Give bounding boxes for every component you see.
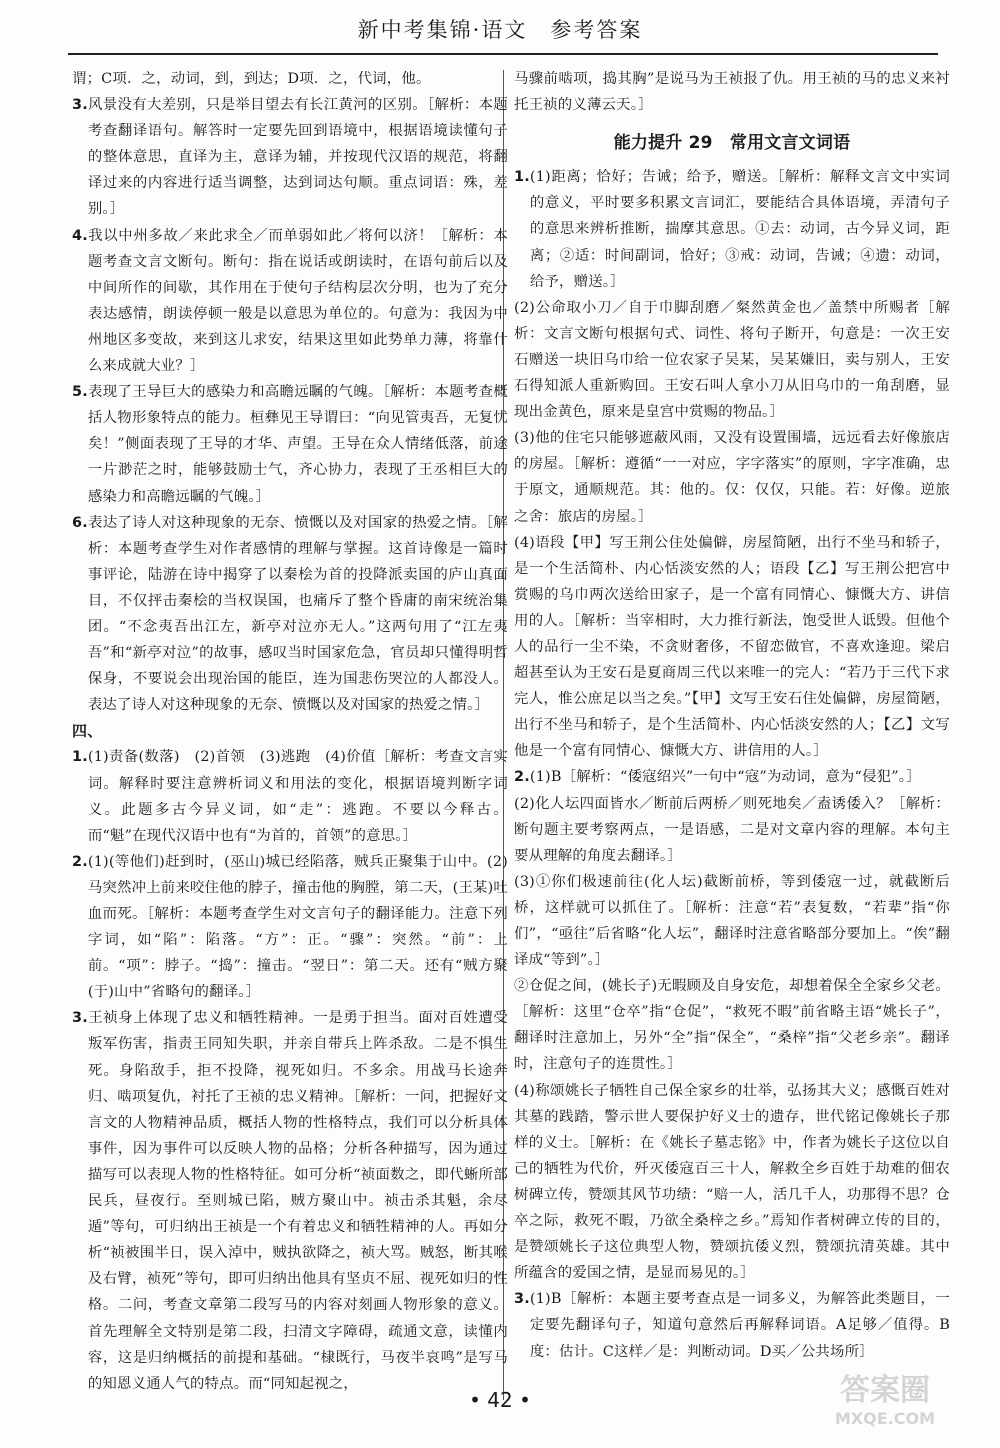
right-column [514,66,950,1365]
answer-item-s2 [72,849,508,1006]
left-column [72,66,508,1397]
answer-item-a2 [514,764,950,790]
item-number: 1. [514,169,530,186]
answer-text: 我以中州多故／来此求全／而单弱如此／将何以济！［解析：本题考查文言文断句。断句：指在说话或朗读时，在语句前后以及中间所作的间歇，其作用在于使句子结构层次分明，也为了充分表达感情，朗读停顿一般是以意思为单位的。句意为：我因为中州地区多变故，来到这儿求安，结果这里如此势单力薄，将靠什么来成就大业？］ [87,227,508,375]
item-number: 3. [514,1291,530,1308]
answer-text: 王祯身上体现了忠义和牺牲精神。一是勇于担当。面对百姓遭受叛军伤害，指责王同知失职，并亲自带兵上阵杀敌。二是不惧生死。身陷敌手，拒不投降，视死如归。不多余。用战马长途奔归、啮项复仇，衬托了王祯的忠义精神。［解析：一问，把握好文言文的人物精神品质，概括人物的性格特点，我们可以分析具体事件，因为事件可以反映人物的品格；分析各种描写，因为通过描写可以表现人物的性格特征。如可分析“祯面数之，即代蜥所部民兵，昼夜行。至则城已陷，贼方聚山中。祯击杀其魁，余尽遁”等句，可归纳出王祯是一个有着忠义和牺牲精神的人。再如分析“祯被围半日，误入淖中，贼执欲降之，祯大骂。贼怒，断其喉及右臂，祯死”等句，即可归纳出他具有坚贞不屈、视死如归的性格。二问，考查文章第二段写马的内容对刻画人物形象的意义。首先理解全文特别是第二段，扫清文字障碍，疏通文意，读懂内容，这是归纳概括的前提和基础。“棣既行，马夜半哀鸣”是写马的知恩义通人气的特点。而“同知起视之， [87,1010,508,1392]
watermark-text: 答案圈 [840,1373,930,1408]
answer-text: ②仓促之间，(姚长子)无暇顾及自身安危，却想着保全全家乡父老。［解析：这里“仓卒”指“仓促”，“救死不暇”前省略主语“姚长子”，翻译时注意加上，另外“全”指“保全”，“桑梓”指“父老乡亲”。翻译时，注意句子的连贯性。］ [514,978,950,1073]
item-number: 3. [72,1010,88,1027]
answer-text: 马骤前啮项，捣其胸”是说马为王祯报了仇。用王祯的马的忠义来衬托王祯的义薄云天。］ [514,71,950,114]
answer-item-4 [72,223,508,380]
answer-text: (1)B［解析：本题主要考查点是一词多义，为解答此类题目，一定要先翻译句子，知道句意然后再解释词语。A足够／值得。B度：估计。C这样／是：判断动词。D买／公共场所］ [529,1291,950,1360]
answer-item-5 [72,379,508,509]
page-number: • 42 • [469,1388,531,1412]
running-header: 新中考集锦·语文 参考答案 [357,18,643,42]
answer-text: (1)距离；恰好；告诫；给予，赠送。［解析：解释文言文中实词的意义，平时要多积累文言词汇，要能结合具体语境，弄清句子的意思来辨析推断，揣摩其意思。①去：动词，古今异义词，距离；②适：时间副词，恰好；③戒：动词，告诫；④遗：动词，给予，赠送。］ [529,169,950,290]
answer-text: 表达了诗人对这种现象的无奈、愤慨以及对国家的热爱之情。［解析：本题考查学生对作者感情的理解与掌握。这首诗像是一篇时事评论，陆游在诗中揭穿了以秦桧为首的投降派卖国的庐山真面目，不仅抨击秦桧的当权误国，也痛斥了整个昏庸的南宋统治集团。“不念夷吾出江左，新亭对泣亦无人。”这两句用了“江左夷吾”和“新亭对泣”的故事，感叹当时国家危急，官员却只懂得明哲保身，不要说会出现治国的能臣，连为国悲伤哭泣的人都没人。表达了诗人对这种现象的无奈、愤慨以及对国家的热爱之情。］ [87,514,508,714]
answer-item-a3 [514,1286,950,1364]
answer-item-6 [72,510,508,719]
answer-text: (1)B［解析：“倭寇绍兴”一句中“寇”为动词，意为“侵犯”。］ [529,769,921,786]
watermark-subtext: MXQE.COM [834,1409,936,1428]
item-number: 3. [72,97,88,114]
answer-text: (4)语段【甲】写王荆公住处偏僻，房屋简陋，出行不坐马和轿子，是一个生活简朴、内心恬淡安然的人；语段【乙】写王荆公把宫中赏赐的乌巾两次送给田家子，是一个富有同情心、慷慨大方、讲信用的人。［解析：当宰相时，大力推行新法，饱受世人诋毁。但他个人的品行一尘不染，不贪财奢侈，不留恋做官，不喜欢逢迎。梁启超甚至认为王安石是夏商周三代以来唯一的完人：“若乃于三代下求完人，惟公庶足以当之矣。”【甲】文写王安石住处偏僻，房屋简陋，出行不坐马和轿子，是个生活简朴、内心恬淡安然的人；【乙】文写他是一个富有同情心、慷慨大方、讲信用的人。］ [514,534,950,760]
answer-text: (3)①你们极速前往(化人坛)截断前桥，等到倭寇一过，就截断后桥，这样就可以抓住了。［解析：注意“若”表复数，“若辈”指“你们”，“亟往”后省略“化人坛”，翻译时注意省略部分要加上。“俟”翻译成“等到”。］ [514,873,950,969]
answer-text: (1)责备(数落) (2)首领 (3)逃跑 (4)价值［解析：考查文言实词。解释时要注意辨析词义和用法的变化，根据语境判断字词义。此题多古今异义词，如“走”：逃跑。不要以今释古。而“魁”在现代汉语中也有“为首的，首领”的意思。］ [87,749,508,844]
answer-text: 风景没有大差别，只是举目望去有长江黄河的区别。［解析：本题考查翻译语句。解答时一定要先回到语境中，根据语境读懂句子的整体意思，直译为主，意译为辅，并按现代汉语的规范，将翻译过来的内容进行适当调整，达到词达句顺。重点词语：殊，差别。］ [87,97,508,218]
item-number: 6. [72,514,88,531]
item-number: 1. [72,749,88,766]
section-title: 能力提升 29 常用文言文词语 [613,133,851,154]
answer-text: (4)称颂姚长子牺牲自己保全家乡的壮举，弘扬其大义；感慨百姓对其墓的践踏，警示世人要保护好义士的遗存，世代铭记像姚长子那样的义士。［解析：在《姚长子墓志铭》中，作者为姚长子这位以自己的牺牲为代价，歼灭倭寇百三十人，解救全乡百姓于劫难的佃农树碑立传，赞颂其风节功绩：“赔一人，活几千人，功那得不思？仓卒之际，救死不暇，乃欲全桑梓之乡。”焉知作者树碑立传的目的，是赞颂姚长子这位典型人物，赞颂抗倭义烈，赞颂抗清英雄。其中所蕴含的爱国之情，是显而易见的。］ [514,1082,950,1282]
watermark-logo [800,1364,970,1430]
answer-text: (2)公命取小刀／自于巾脚刮磨／粲然黄金也／盖禁中所赐者［解析：文言文断句根据句式、词性、将句子断开，句意是：一次王安石赠送一块旧乌巾给一位农家子吴某，吴某嫌旧，卖与别人，王安石得知派人重新购回。王安石叫人拿小刀从旧乌巾的一角刮磨，显现出金黄色，原来是皇宫中赏赐的物品。］ [514,299,950,421]
item-number: 2. [72,853,88,870]
answer-item-s3 [72,1005,508,1396]
item-number: 2. [514,769,530,786]
section-heading: 四、 [72,722,103,741]
answer-item-s1 [72,744,508,848]
answer-text: (1)(等他们)赶到时，(巫山)城已经陷落，贼兵正聚集于山中。(2)马突然冲上前来咬住他的脖子，撞击他的胸膛，第二天，(王某)吐血而死。［解析：本题考查学生对文言句子的翻译能力。注意下列字词，如“陷”：陷落。“方”：正。“骤”：突然。“前”：上前。“项”：脖子。“捣”：撞击。“翌日”：第二天。还有“贼方聚(于)山中”省略句的翻译。］ [87,853,508,1001]
answer-text: (3)他的住宅只能够遮蔽风雨，又没有设置围墙，远远看去好像旅店的房屋。［解析：遵循“一一对应，字字落实”的原则，字字准确，忠于原文，通顺规范。其：他的。仅：仅仅，只能。若：好像。逆旅之舍：旅店的房屋。］ [514,430,950,525]
answer-text: 表现了王导巨大的感染力和高瞻远瞩的气魄。［解析：本题考查概括人物形象特点的能力。桓彝见王导谓曰：“向见管夷吾，无复忧矣！”侧面表现了王导的才华、声望。王导在众人情绪低落，前途一片渺茫之时，能够鼓励士气，齐心协力，表现了王丞相巨大的感染力和高瞻远瞩的气魄。］ [87,384,508,505]
answer-item-3 [72,92,508,222]
answer-text: 谓；C项．之，动词，到，到达；D项．之，代词，他。 [72,71,431,87]
answer-text: (2)化人坛四面皆水／断前后两桥／则死地矣／盍诱倭入？［解析：断句题主要考察两点，一是语感，二是对文章内容的理解。本句主要从理解的角度去翻译。］ [514,795,950,864]
answer-item-a1 [514,164,950,294]
header-rule [68,53,938,55]
item-number: 5. [72,384,88,401]
item-number: 4. [72,227,88,244]
